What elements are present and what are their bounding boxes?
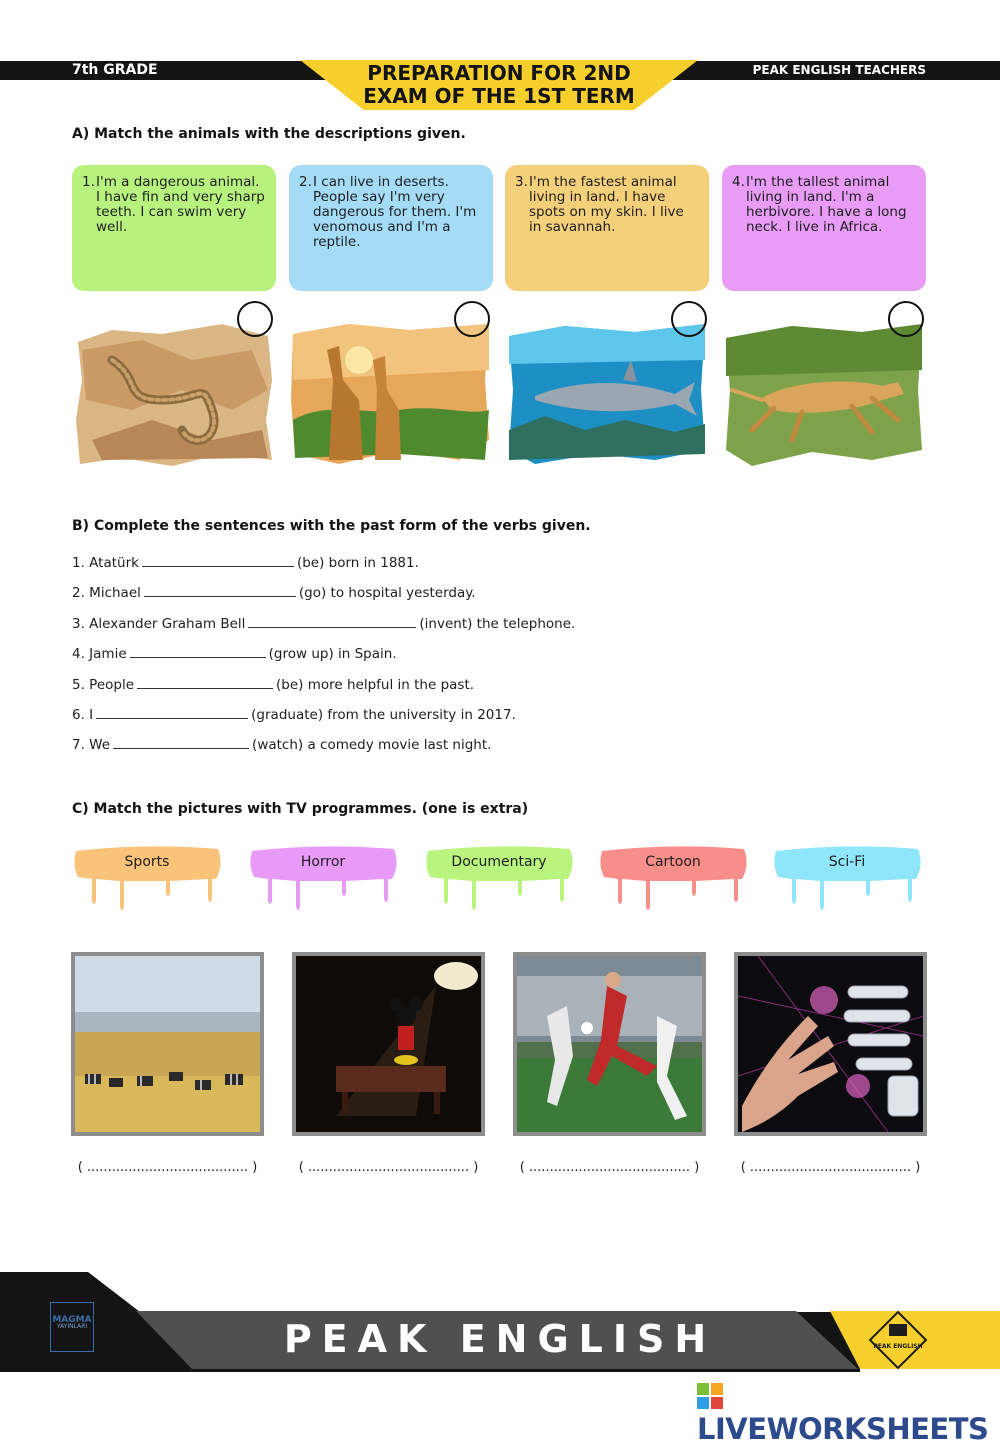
photo-mickey-piano: [292, 952, 485, 1136]
label-text: Cartoon: [645, 854, 701, 870]
title-line-1: PREPARATION FOR 2ND: [367, 61, 631, 85]
label-documentary[interactable]: [424, 845, 574, 915]
sentence-4: [72, 645, 397, 662]
label-sports[interactable]: [72, 845, 222, 915]
sentence-start: 3. Alexander Graham Bell: [72, 616, 246, 632]
sentence-start: 2. Michael: [72, 585, 141, 601]
answer-blank[interactable]: [144, 584, 296, 597]
label-text: Sci-Fi: [828, 854, 866, 870]
sentence-5: [72, 676, 474, 693]
answer-circle-4[interactable]: [888, 301, 924, 337]
card-text: I'm a dangerous animal. I have fin and very sharp teeth. I can swim very well.: [96, 174, 265, 235]
magma-logo-mark: MAGMA: [52, 1315, 92, 1325]
description-card-3: [505, 165, 709, 291]
section-b-title: B) Complete the sentences with the past form of the verbs given.: [72, 518, 591, 534]
answer-blank[interactable]: [130, 645, 266, 658]
answer-field-3[interactable]: ( ....................................... ): [519, 1160, 700, 1175]
card-number: 3.: [515, 174, 528, 190]
answer-field-1[interactable]: ( ....................................... ): [77, 1160, 258, 1175]
answer-field-2[interactable]: ( ....................................... ): [298, 1160, 479, 1175]
answer-circle-2[interactable]: [454, 301, 490, 337]
cheetah-picture: [722, 320, 926, 468]
sentence-start: 5. People: [72, 677, 135, 693]
answer-blank[interactable]: [96, 706, 248, 719]
description-card-4: [722, 165, 926, 291]
liveworksheets-icon: [697, 1383, 723, 1409]
card-text: I'm the tallest animal living in land. I'm a herbivore. I have a long neck. I live in Africa.: [746, 174, 907, 235]
label-text: Horror: [300, 854, 346, 870]
label-cartoon[interactable]: [598, 845, 748, 915]
liveworksheets-text: LIVEWORKSHEETS: [697, 1412, 989, 1446]
sentence-start: 4. Jamie: [72, 646, 127, 662]
card-number: 1.: [82, 174, 95, 190]
card-number: 4.: [732, 174, 745, 190]
answer-field-4[interactable]: ( ....................................... ): [740, 1160, 921, 1175]
sentence-6: [72, 706, 516, 723]
sentence-start: 6. I: [72, 707, 94, 723]
sentence-end: (grow up) in Spain.: [268, 646, 397, 662]
label-text: Sports: [124, 854, 170, 870]
footer-brand: PEAK ENGLISH: [283, 1317, 717, 1361]
answer-blank[interactable]: [137, 676, 273, 689]
title-line-2: EXAM OF THE 1ST TERM: [363, 84, 635, 108]
label-horror[interactable]: [248, 845, 398, 915]
sentence-2: [72, 584, 476, 601]
answer-circle-1[interactable]: [237, 301, 273, 337]
answer-blank[interactable]: [248, 615, 416, 628]
sentence-end: (graduate) from the university in 2017.: [251, 707, 516, 723]
sentence-start: 7. We: [72, 737, 111, 753]
sentence-end: (be) more helpful in the past.: [276, 677, 475, 693]
card-text: I'm the fastest animal living in land. I have spots on my skin. I live in savannah.: [529, 174, 684, 235]
sentence-7: [72, 736, 491, 753]
section-a-title: A) Match the animals with the descriptions given.: [72, 126, 466, 142]
giraffes-picture: [289, 320, 493, 468]
sentence-end: (invent) the telephone.: [419, 616, 576, 632]
sentence-1: [72, 554, 419, 571]
publisher-label: PEAK ENGLISH TEACHERS: [752, 63, 926, 77]
sentence-end: (be) born in 1881.: [296, 555, 419, 571]
label-text: Documentary: [451, 854, 547, 870]
photo-soccer-players: [513, 952, 706, 1136]
magma-logo: [50, 1302, 94, 1352]
description-card-1: [72, 165, 276, 291]
answer-circle-3[interactable]: [671, 301, 707, 337]
photo-robot-hand: [734, 952, 927, 1136]
badge-text: PEAK ENGLISH: [873, 1343, 923, 1350]
magma-logo-sub: YAYINLARI: [56, 1323, 88, 1330]
description-card-2: [289, 165, 493, 291]
label-sci-fi[interactable]: [772, 845, 922, 915]
sentence-start: 1. Atatürk: [72, 555, 139, 571]
photo-savannah-zebras: [71, 952, 264, 1136]
peak-english-badge-icon: [868, 1310, 928, 1370]
snake-picture: [72, 320, 276, 468]
sentence-end: (go) to hospital yesterday.: [298, 585, 476, 601]
sentence-end: (watch) a comedy movie last night.: [252, 737, 492, 753]
answer-blank[interactable]: [142, 554, 294, 567]
liveworksheets-logo[interactable]: [697, 1378, 1000, 1446]
card-number: 2.: [299, 174, 312, 190]
sentence-3: [72, 615, 575, 632]
answer-blank[interactable]: [113, 736, 249, 749]
card-text: I can live in deserts. People say I'm very dangerous for them. I'm venomous and I'm a reptile.: [313, 174, 477, 250]
section-c-title: C) Match the pictures with TV programmes. (one is extra): [72, 801, 529, 817]
page-title: [300, 62, 698, 108]
grade-label: 7th GRADE: [72, 62, 158, 78]
shark-picture: [505, 320, 709, 468]
